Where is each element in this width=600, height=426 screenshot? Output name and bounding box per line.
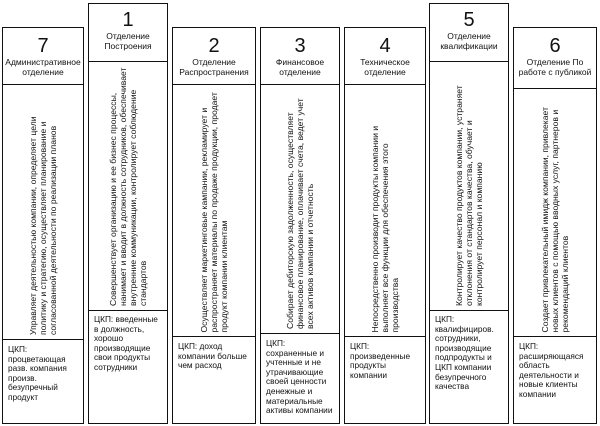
department-name: Административное отделение — [5, 57, 81, 77]
department-column-1 — [88, 3, 168, 424]
department-column-5 — [429, 3, 509, 424]
department-header — [173, 36, 255, 77]
department-name: Отделение Распространения — [179, 57, 249, 77]
department-column-4 — [344, 27, 426, 424]
department-column-2 — [172, 27, 256, 424]
divider — [514, 336, 596, 337]
department-description: Непосредственно производит продукты компании и выполняет все функции для обеспечения этого производства — [370, 125, 400, 332]
department-ckp: ЦКП: расширяющаяся область деятельности и новые клиенты компании — [519, 341, 584, 399]
department-number: 1 — [122, 9, 134, 31]
department-description: Создает привлекательный имидж компании, привлекает новых клиентов с помощью вводных услуг, партнеров и рекомендаций клиентов — [540, 106, 570, 332]
divider — [3, 339, 83, 340]
department-number: 2 — [208, 35, 220, 57]
department-header — [261, 36, 339, 77]
department-ckp: ЦКП: произведенные продукты компании — [350, 341, 411, 380]
divider — [173, 336, 255, 337]
department-description: Собирает дебиторскую задолженность, осуществляет финансовое планирование, оплачивает счета, ведет учет всех активов компании и отчетность — [285, 98, 315, 329]
department-description: Совершенствует организацию и ее бизнес процессы, нанимает и вводит в должность сотрудников, обеспечивает внутренние коммуникации, контролирует соблюдение стандартов — [108, 67, 148, 306]
department-header — [514, 36, 596, 77]
department-name: Отделение квалификации — [440, 31, 498, 51]
department-header — [430, 10, 508, 51]
department-number: 5 — [463, 9, 475, 31]
department-name: Финансовое отделение — [275, 57, 325, 77]
department-number: 6 — [549, 35, 561, 57]
divider — [430, 310, 508, 311]
department-name: Отделение По работе с публикой — [518, 57, 592, 77]
department-ckp: ЦКП: квалифициров. сотрудники, производящие подпродукты и ЦКП компании безупречного качества — [435, 314, 494, 392]
department-number: 4 — [379, 35, 391, 57]
department-header — [345, 36, 425, 77]
divider — [89, 310, 167, 311]
divider — [261, 333, 339, 334]
department-description: Осуществляет маркетинговые кампании, рекламирует и распространяет материалы по продаже продукции, продает продукт компании клиентам — [199, 91, 229, 332]
department-name: Отделение Построения — [104, 31, 152, 51]
department-number: 7 — [37, 35, 49, 57]
department-ckp: ЦКП: доход компании больше чем расход — [178, 341, 247, 371]
department-ckp: ЦКП: процветающая разв. компания произв. безупречный продукт — [8, 344, 67, 402]
department-ckp: ЦКП: введенные в должность, хорошо производящие свои продукты сотрудники — [94, 314, 158, 372]
department-header — [3, 36, 83, 77]
department-number: 3 — [294, 35, 306, 57]
department-ckp: ЦКП: сохраненные и учтенные и не утрачивающие своей ценности денежные и материальные активы компании — [266, 338, 333, 416]
divider — [345, 336, 425, 337]
department-name: Техническое отделение — [360, 57, 410, 77]
department-description: Управляет деятельностью компании, определяет цели политику и стратегию, осуществляет планирование и согласованной деятельности по реализации планов — [28, 116, 58, 335]
department-column-7 — [2, 27, 84, 424]
department-header — [89, 10, 167, 51]
department-column-6 — [513, 27, 597, 424]
department-column-3 — [260, 27, 340, 424]
department-description: Контролирует качество продуктов компании, устраняет отклонения от стандартов качества, обучает и контролирует персонал и компанию — [454, 85, 484, 306]
